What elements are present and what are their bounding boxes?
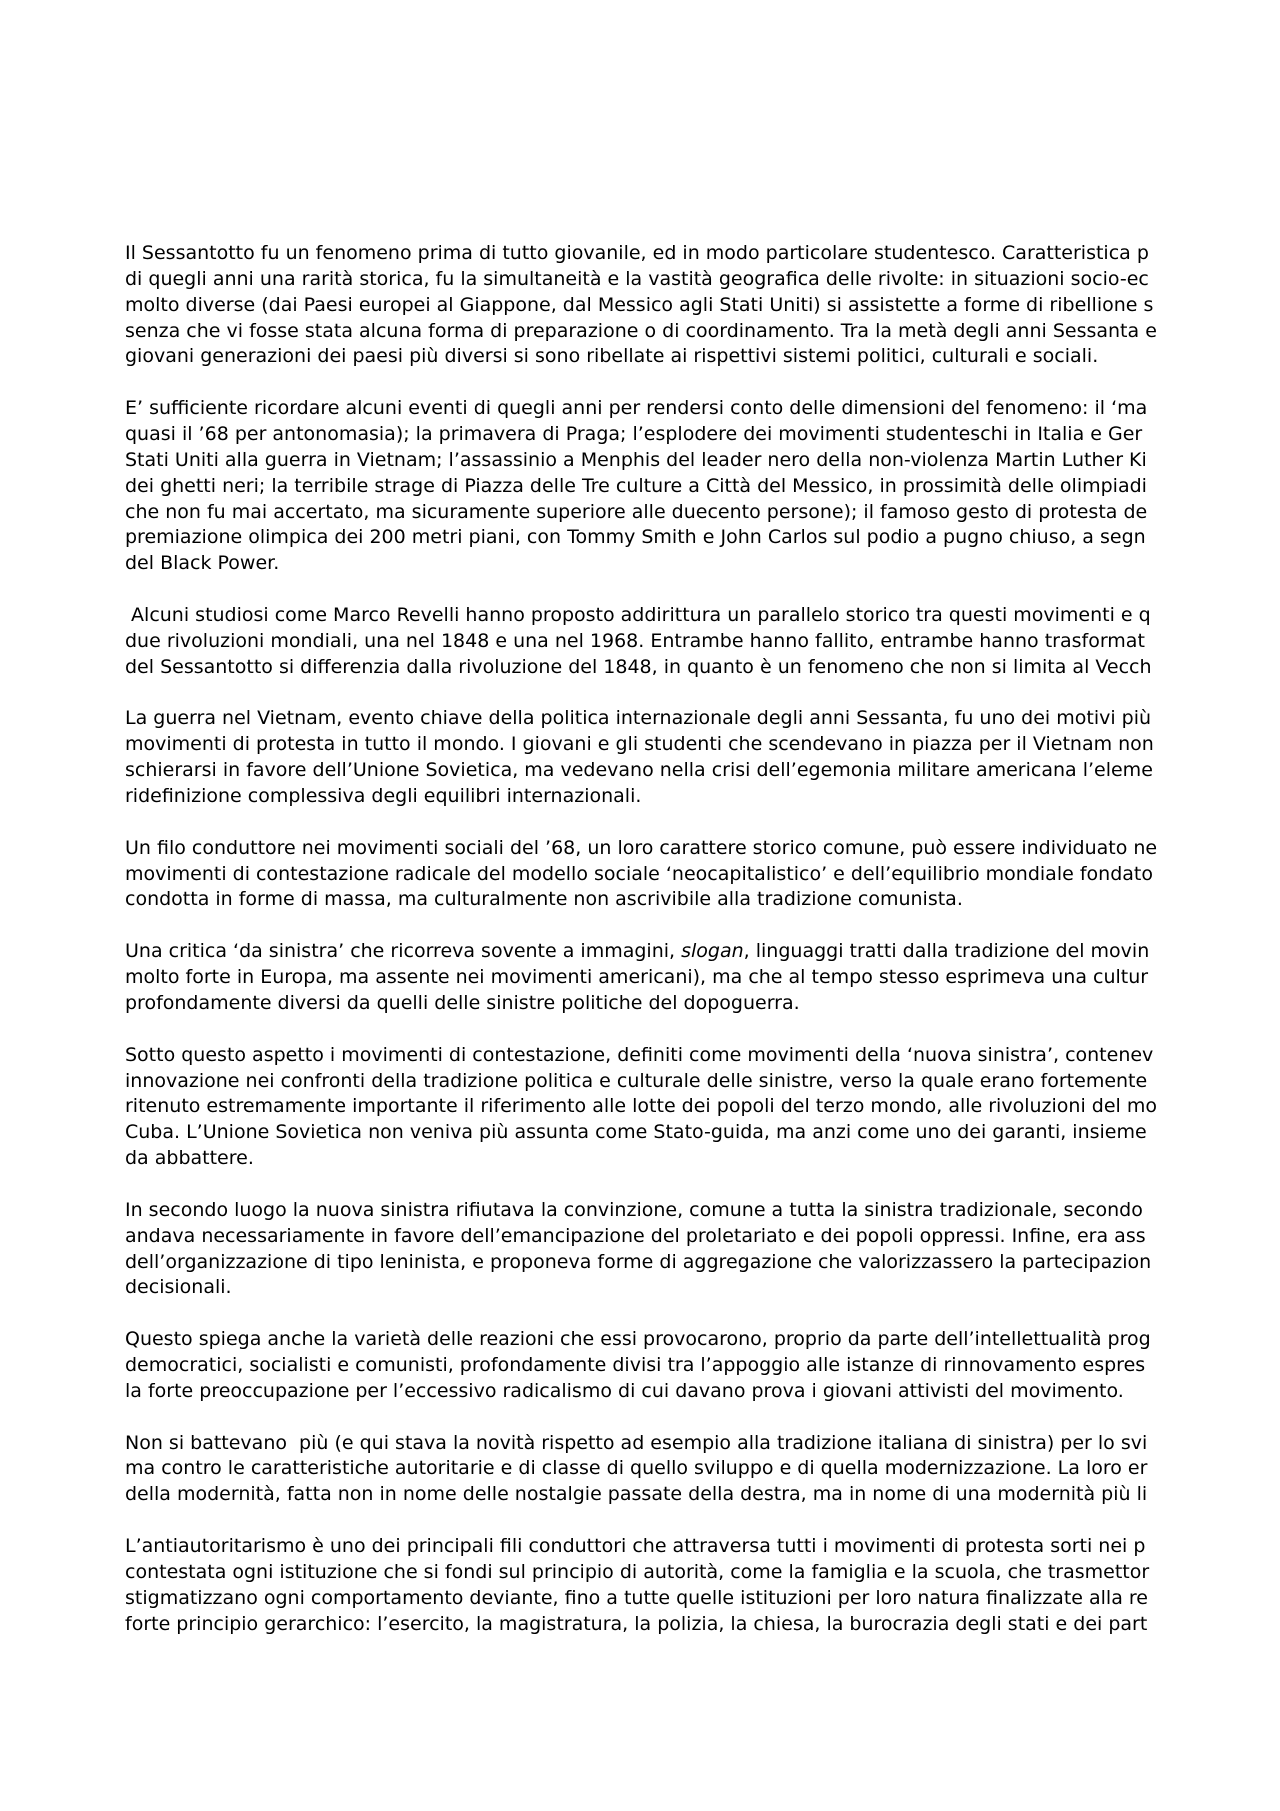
text-line: da abbattere. [125,1147,254,1170]
text-line: Cuba. L’Unione Sovietica non veniva più assunta come Stato-guida, ma anzi come uno dei garanti, insieme [125,1121,1147,1144]
text-line: del Black Power. [125,552,280,575]
text-line: profondamente diversi da quelli delle sinistre politiche del dopoguerra. [125,991,800,1014]
text-line: molto diverse (dai Paesi europei al Giappone, dal Messico agli Stati Uniti) si assistette a forme di ribellione s [125,293,1154,316]
text-line: Un filo conduttore nei movimenti sociali del ’68, un loro carattere storico comune, può essere individuato ne [125,836,1158,859]
paragraph [125,706,1280,809]
text-line: senza che vi fosse stata alcuna forma di preparazione o di coordinamento. Tra la metà degli anni Sessanta e [125,319,1157,342]
text-line: forte principio gerarchico: l’esercito, la magistratura, la polizia, la chiesa, la burocrazia degli stati e dei part [125,1612,1148,1635]
text-line: dell’organizzazione di tipo leninista, e proponeva forme di aggregazione che valorizzassero la partecipazion [125,1250,1152,1273]
paragraph [125,1327,1280,1405]
text-line: ma contro le caratteristiche autoritarie e di classe di quello sviluppo e di quella modernizzazione. La loro er [125,1457,1148,1480]
paragraph [125,1431,1280,1509]
text-line: la forte preoccupazione per l’eccessivo radicalismo di cui davano prova i giovani attivisti del movimento. [125,1379,1124,1402]
text-line: giovani generazioni dei paesi più diversi si sono ribellate ai rispettivi sistemi politici, culturali e sociali. [125,345,1099,368]
text-line: L’antiautoritarismo è uno dei principali fili conduttori che attraversa tutti i movimenti di protesta sorti nei p [125,1534,1146,1557]
text-line: movimenti di contestazione radicale del modello sociale ‘neocapitalistico’ e dell’equilibrio mondiale fondato [125,862,1153,885]
text-line: stigmatizzano ogni comportamento deviante, fino a tutte quelle istituzioni per loro natura finalizzate alla re [125,1586,1148,1609]
paragraph [125,939,1280,1017]
text-line: democratici, socialisti e comunisti, profondamente divisi tra l’appoggio alle istanze di rinnovamento espres [125,1353,1146,1376]
paragraph [125,836,1280,914]
text-line: molto forte in Europa, ma assente nei movimenti americani), ma che al tempo stesso esprimeva una cultur [125,966,1149,989]
text-segment: Una critica ‘da sinistra’ che ricorreva sovente a immagini, [125,940,682,963]
text-line: contestata ogni istituzione che si fondi sul principio di autorità, come la famiglia e la scuola, che trasmettor [125,1560,1150,1583]
text-line: innovazione nei confronti della tradizione politica e culturale delle sinistre, verso la quale erano fortemente [125,1069,1148,1092]
text-line: Non si battevano più (e qui stava la novità rispetto ad esempio alla tradizione italiana di sinistra) per lo svi [125,1431,1148,1454]
text-line: Stati Uniti alla guerra in Vietnam; l’assassinio a Menphis del leader nero della non-violenza Martin Luther Ki [125,448,1147,471]
paragraph [125,241,1280,370]
text-line: della modernità, fatta non in nome delle nostalgie passate della destra, ma in nome di una modernità più li [125,1483,1148,1506]
text-line: ritenuto estremamente importante il riferimento alle lotte dei popoli del terzo mondo, alle rivoluzioni del mo [125,1095,1157,1118]
text-line: ridefinizione complessiva degli equilibri internazionali. [125,785,642,808]
text-line: premiazione olimpica dei 200 metri piani, con Tommy Smith e John Carlos sul podio a pugno chiuso, a segn [125,526,1146,549]
text-line: decisionali. [125,1276,232,1299]
text-line: Questo spiega anche la varietà delle reazioni che essi provocarono, proprio da parte dell’intellettualità prog [125,1328,1151,1351]
text-line: di quegli anni una rarità storica, fu la simultaneità e la vastità geografica delle rivolte: in situazioni socio-ec [125,267,1149,290]
text-line: Il Sessantotto fu un fenomeno prima di tutto giovanile, ed in modo particolare studentesco. Caratteristica p [125,242,1149,264]
text-segment: , linguaggi tratti dalla tradizione del movin [743,940,1150,963]
text-line: La guerra nel Vietnam, evento chiave della politica internazionale degli anni Sessanta, fu uno dei motivi più [125,707,1152,730]
paragraph [125,1534,1280,1637]
text-line: del Sessantotto si differenzia dalla rivoluzione del 1848, in quanto è un fenomeno che non si limita al Vecch [125,655,1152,678]
text-line: In secondo luogo la nuova sinistra rifiutava la convinzione, comune a tutta la sinistra tradizionale, secondo [125,1198,1149,1221]
paragraph [125,1198,1280,1301]
paragraph [125,396,1280,577]
text-line: Alcuni studiosi come Marco Revelli hanno proposto addirittura un parallelo storico tra questi movimenti e q [125,604,1151,627]
text-line: che non fu mai accertato, ma sicuramente superiore alle duecento persone); il famoso gesto di protesta de [125,500,1148,523]
text-line: movimenti di protesta in tutto il mondo. I giovani e gli studenti che scendevano in piazza per il Vietnam non [125,733,1154,756]
text-line: E’ sufficiente ricordare alcuni eventi di quegli anni per rendersi conto delle dimensioni del fenomeno: il ‘ma [125,397,1148,420]
text-line: dei ghetti neri; la terribile strage di Piazza delle Tre culture a Città del Messico, in prossimità delle olimpiadi [125,474,1147,497]
text-line: due rivoluzioni mondiali, una nel 1848 e una nel 1968. Entrambe hanno fallito, entrambe hanno trasformat [125,629,1145,652]
text-line: condotta in forme di massa, ma culturalmente non ascrivibile alla tradizione comunista. [125,888,963,911]
paragraph [125,1043,1280,1172]
text-line: schierarsi in favore dell’Unione Sovietica, ma vedevano nella crisi dell’egemonia militare americana l’eleme [125,759,1153,782]
document-body [125,241,1280,1663]
text-line: quasi il ’68 per antonomasia); la primavera di Praga; l’esplodere dei movimenti studenteschi in Italia e Ger [125,423,1143,446]
paragraph [125,603,1280,681]
italic-term: slogan [681,940,744,963]
text-line: andava necessariamente in favore dell’emancipazione del proletariato e dei popoli oppressi. Infine, era ass [125,1224,1146,1247]
text-line [125,939,1280,965]
text-line: Sotto questo aspetto i movimenti di contestazione, definiti come movimenti della ‘nuova sinistra’, contenev [125,1043,1154,1066]
